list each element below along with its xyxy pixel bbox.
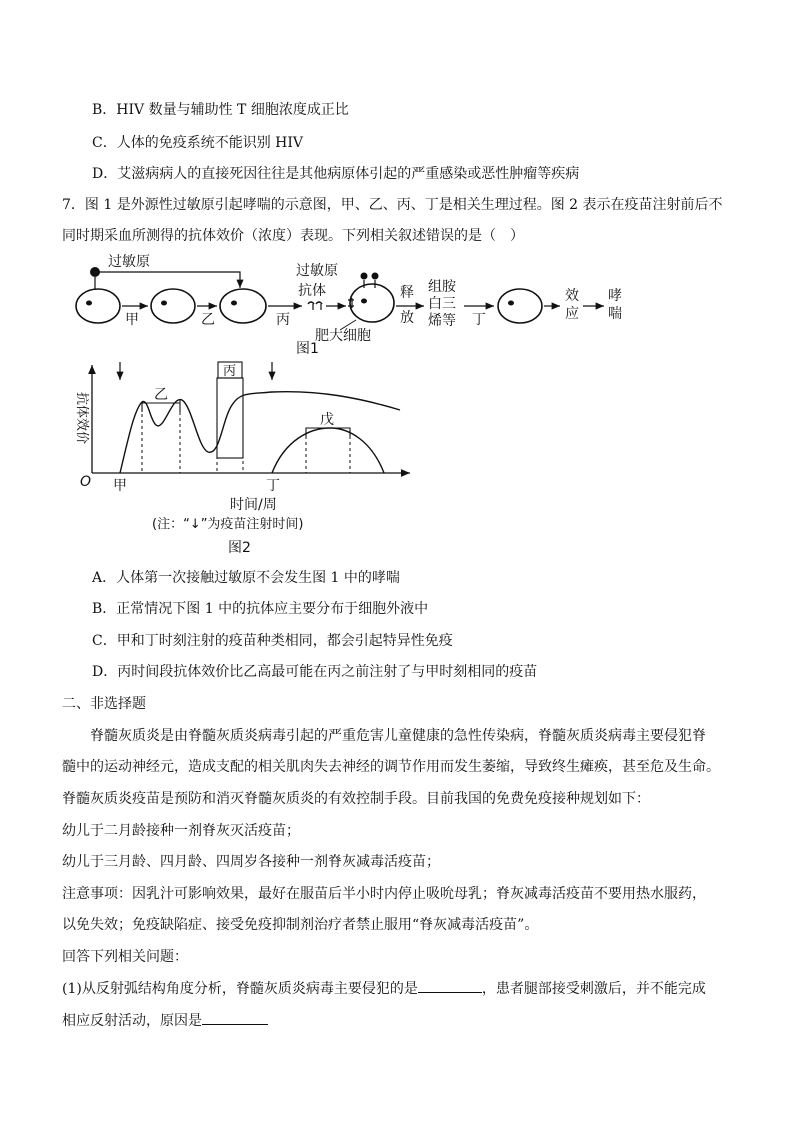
label-yi: 乙 bbox=[201, 312, 215, 328]
figure-2-note: (注：“↓”为疫苗注射时间) bbox=[152, 517, 304, 532]
q7-stem-line1: 7．图 1 是外源性过敏原引起哮喘的示意图，甲、乙、丙、丁是相关生理过程。图 2 表示在疫苗注射前后不 bbox=[62, 197, 723, 213]
passage-line-1: 脊髓灰质炎是由脊髓灰质炎病毒引起的严重危害儿童健康的急性传染病，脊髓灰质炎病毒主要侵犯脊 bbox=[90, 728, 706, 744]
bracket-label-bing: 丙 bbox=[223, 364, 237, 379]
answer-blank-2[interactable] bbox=[202, 1010, 268, 1025]
label-ding: 丁 bbox=[472, 312, 486, 328]
passage-line-8: 回答下列相关问题： bbox=[62, 949, 188, 965]
passage-line-2: 髓中的运动神经元，造成支配的相关肌肉失去神经的调节作用而发生萎缩，导致终生瘫痪，甚至危及生命。 bbox=[62, 759, 720, 775]
release-label-1: 释 bbox=[400, 285, 414, 301]
question-1-text-c: 相应反射活动，原因是 bbox=[62, 1013, 202, 1029]
q7-option-d: D．丙时间段抗体效价比乙高最可能在丙之前注射了与甲时刻相同的疫苗 bbox=[92, 664, 538, 680]
passage-line-6: 注意事项：因乳汁可影响效果，最好在服苗后半小时内停止吸吮母乳；脊灰减毒活疫苗不要用热水服药， bbox=[62, 886, 706, 902]
section-2-heading: 二、非选择题 bbox=[62, 696, 146, 712]
q7-option-a: A．人体第一次接触过敏原不会发生图 1 中的哮喘 bbox=[92, 570, 400, 586]
effector-label-2: 应 bbox=[565, 306, 579, 322]
passage-line-3: 脊髓灰质炎疫苗是预防和消灭脊髓灰质炎的有效控制手段。目前我国的免费免疫接种规划如下： bbox=[62, 791, 650, 807]
figure-1-caption: 图1 bbox=[296, 341, 319, 357]
origin-label: O bbox=[80, 474, 92, 490]
histamine-label-2: 白三 bbox=[428, 296, 456, 312]
question-1-line-1 bbox=[62, 978, 706, 999]
antibody-label: 抗体 bbox=[298, 283, 326, 299]
x-label-jia: 甲 bbox=[113, 478, 127, 494]
q7-stem-line2: 同时期采血所测得的抗体效价（浓度）表现。下列相关叙述错误的是（ ） bbox=[62, 228, 524, 244]
secondary-curve bbox=[272, 428, 384, 473]
histamine-label-1: 组胺 bbox=[428, 279, 456, 295]
histamine-label-3: 烯等 bbox=[428, 313, 456, 329]
label-bing: 丙 bbox=[276, 312, 290, 328]
q7-option-c: C．甲和丁时刻注射的疫苗种类相同，都会引起特异性免疫 bbox=[92, 633, 453, 649]
bracket-label-yi: 乙 bbox=[154, 387, 168, 403]
passage-line-5: 幼儿于三月龄、四月龄、四周岁各接种一剂脊灰减毒活疫苗； bbox=[62, 854, 440, 870]
question-1-text-b: ，患者腿部接受刺激后，并不能完成 bbox=[481, 981, 706, 997]
y-axis-label: 抗体效价 bbox=[74, 392, 89, 445]
label-jia: 甲 bbox=[125, 312, 139, 328]
asthma-label-1: 哮 bbox=[608, 288, 622, 304]
mast-cell-label: 肥大细胞 bbox=[315, 328, 371, 344]
bracket-bing bbox=[217, 378, 243, 458]
q6-option-c: C．人体的免疫系统不能识别 HIV bbox=[92, 135, 304, 151]
allergen-right-label: 过敏原 bbox=[296, 263, 338, 279]
passage-line-7: 以免失效；免疫缺陷症、接受免疫抑制剂治疗者禁止服用“脊灰减毒活疫苗”。 bbox=[62, 917, 539, 933]
x-label-ding: 丁 bbox=[266, 478, 280, 494]
figure-2-caption: 图2 bbox=[228, 540, 251, 556]
x-axis-title: 时间/周 bbox=[230, 497, 277, 513]
question-1-text-a: (1)从反射弧结构角度分析，脊髓灰质炎病毒主要侵犯的是 bbox=[62, 981, 418, 997]
effector-label-1: 效 bbox=[565, 288, 579, 304]
passage-line-4: 幼儿于二月龄接种一剂脊灰灭活疫苗； bbox=[62, 823, 300, 839]
allergen-top-label: 过敏原 bbox=[108, 254, 150, 270]
antibody-curve bbox=[120, 392, 400, 473]
q6-option-d: D．艾滋病病人的直接死因往往是其他病原体引起的严重感染或恶性肿瘤等疾病 bbox=[92, 166, 580, 182]
q6-option-b: B．HIV 数量与辅助性 T 细胞浓度成正比 bbox=[92, 102, 349, 118]
release-label-2: 放 bbox=[400, 310, 414, 326]
bracket-label-wu: 戊 bbox=[320, 412, 334, 428]
q7-option-b: B．正常情况下图 1 中的抗体应主要分布于细胞外液中 bbox=[92, 601, 429, 617]
answer-blank-1[interactable] bbox=[418, 978, 482, 993]
question-1-line-2 bbox=[62, 1010, 268, 1031]
asthma-label-2: 喘 bbox=[608, 306, 622, 322]
